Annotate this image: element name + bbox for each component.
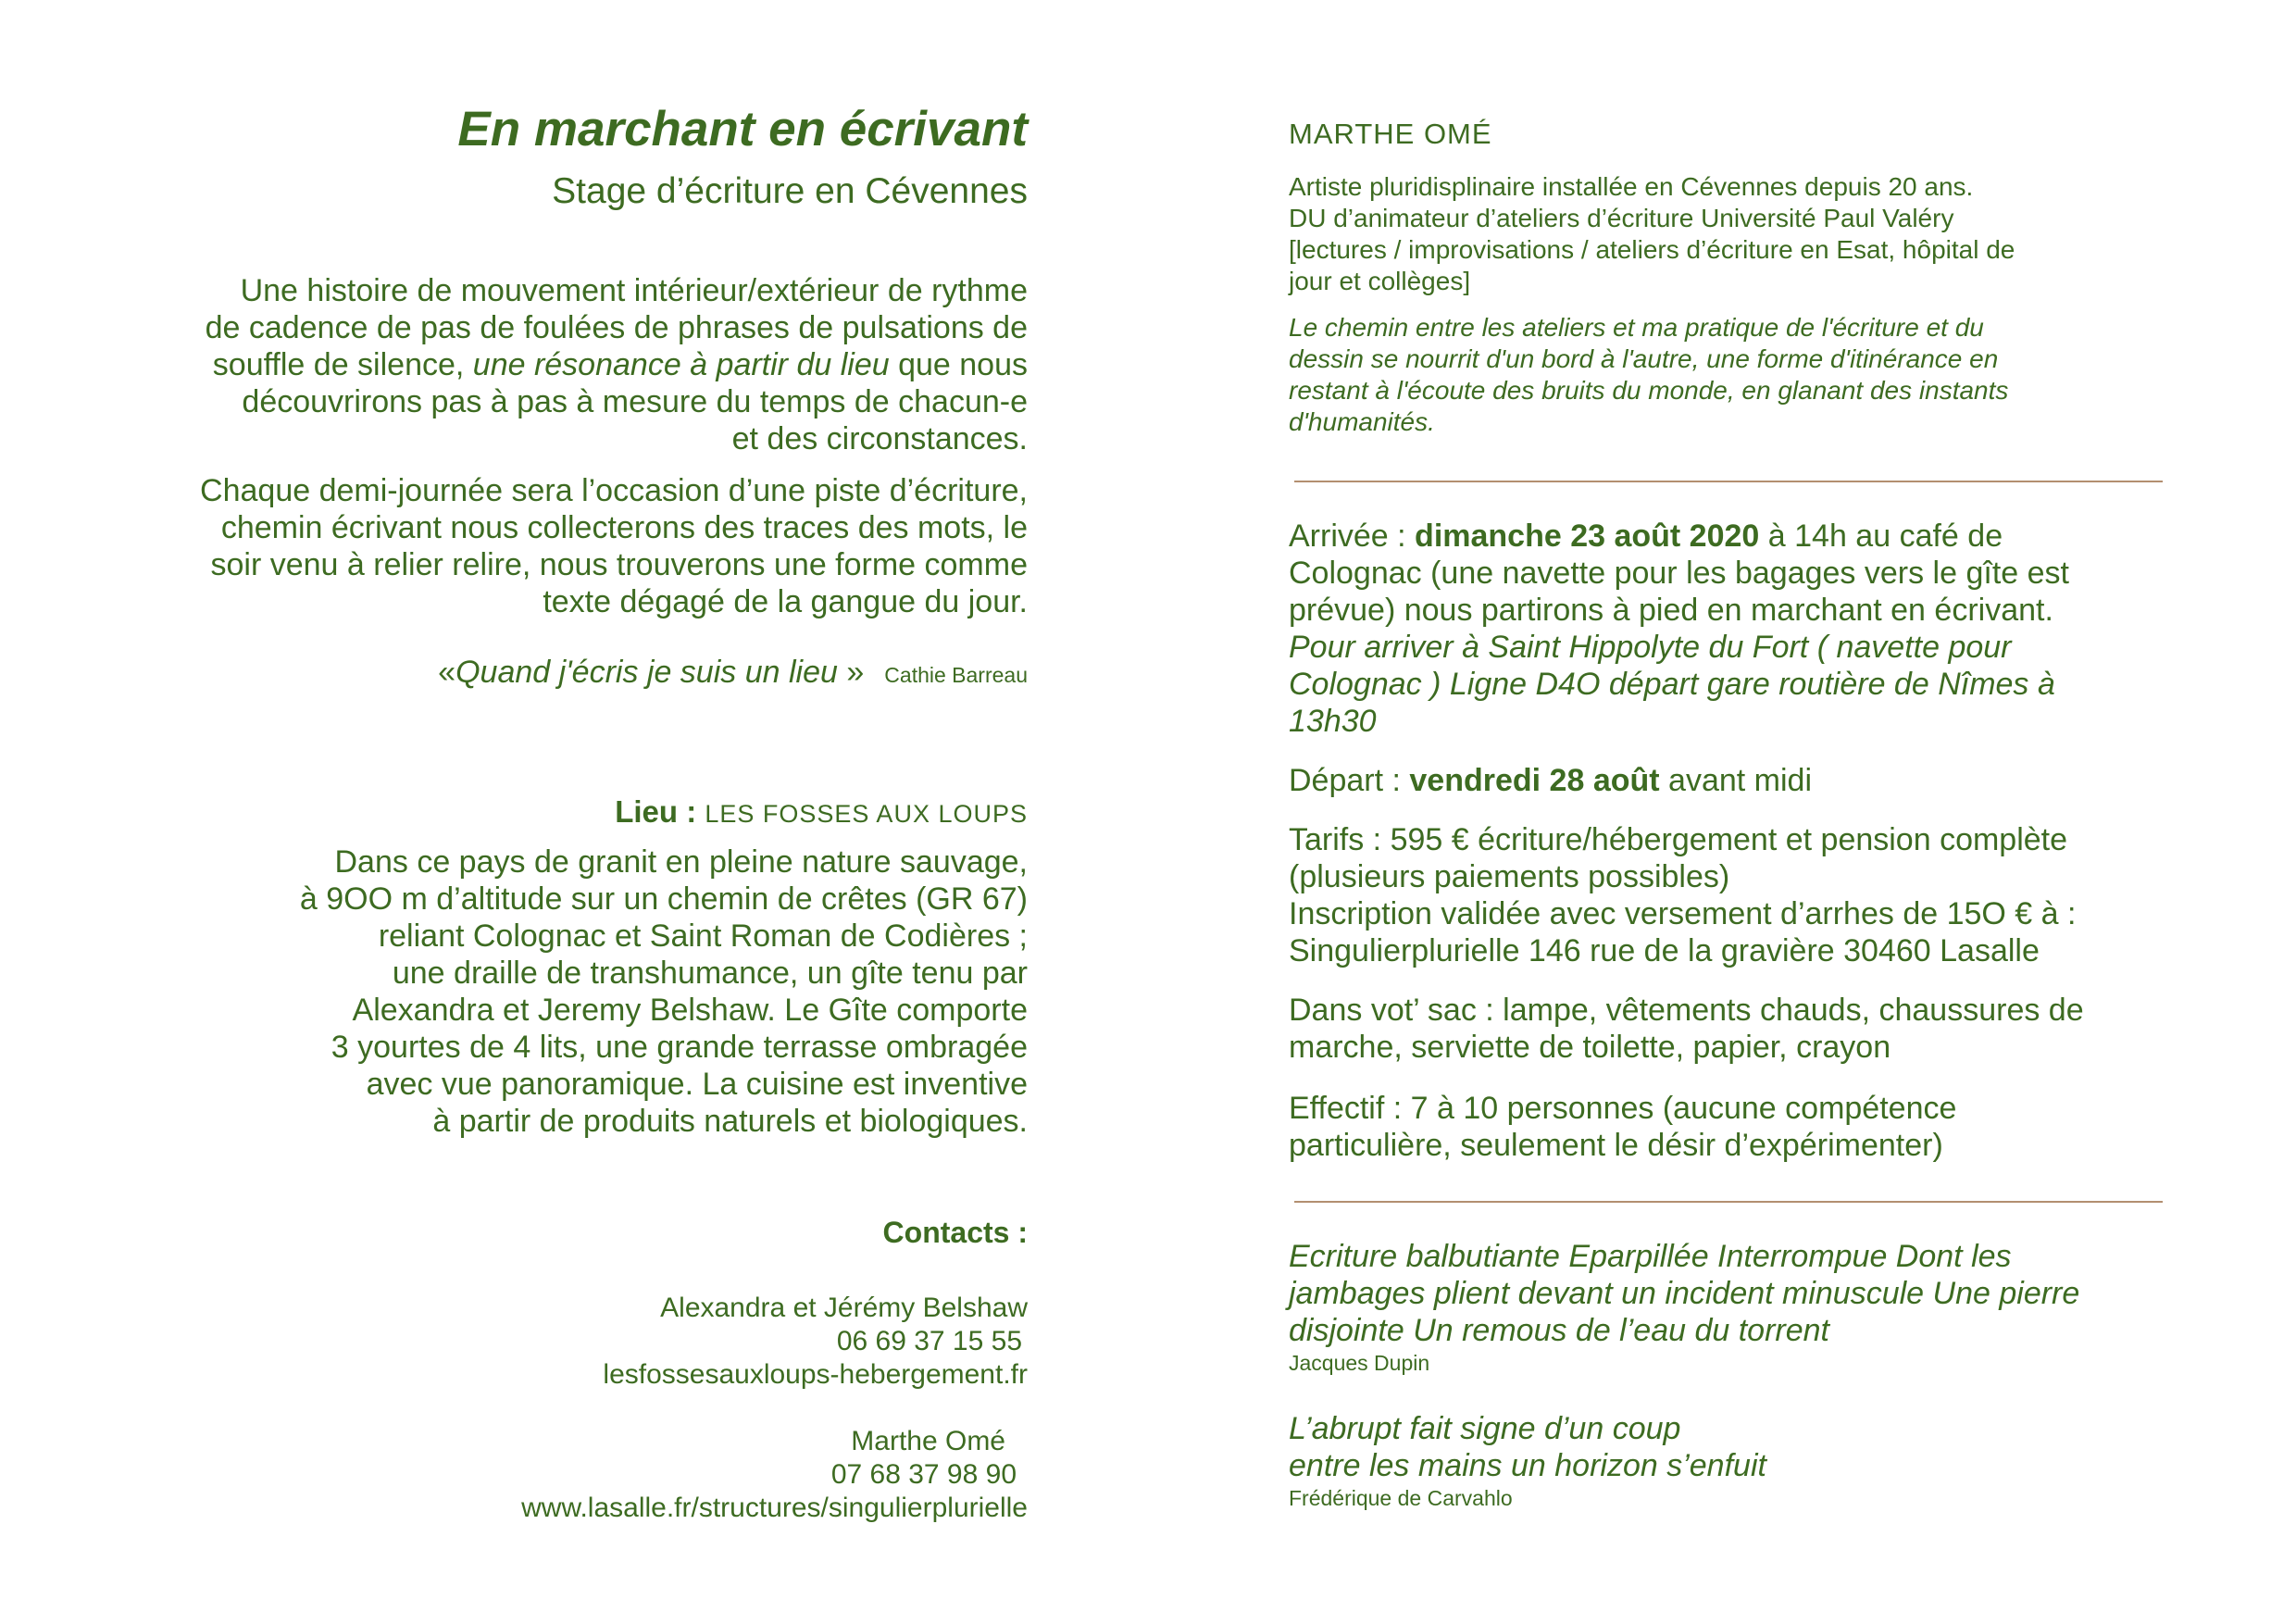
- text-line: Singulierplurielle 146 rue de la gravière 30460 Lasalle: [1289, 933, 2040, 968]
- text-line: découvrirons pas à pas à mesure du temps de chacun-e: [242, 384, 1028, 419]
- text-fragment: à 14h au café de: [1759, 518, 2003, 554]
- text-fragment: avant midi: [1659, 763, 1812, 798]
- quote-author: Cathie Barreau: [884, 663, 1028, 687]
- page-subtitle: Stage d’écriture en Cévennes: [552, 171, 1028, 211]
- contact-name: Alexandra et Jérémy Belshaw: [660, 1293, 1028, 1323]
- emphasis-text: une résonance à partir du lieu: [472, 347, 890, 382]
- quote-open-mark: «: [438, 655, 456, 690]
- text-line: Dans ce pays de granit en pleine nature sauvage,: [334, 844, 1028, 880]
- text-line: marche, serviette de toilette, papier, crayon: [1289, 1030, 1891, 1065]
- text-line: DU d’animateur d’ateliers d’écriture Université Paul Valéry: [1289, 204, 1954, 232]
- group-size-info: [1289, 1090, 2177, 1164]
- venue-description: [111, 843, 1028, 1140]
- poem-author: Frédérique de Carvahlo: [1289, 1486, 1513, 1510]
- text-line: Effectif : 7 à 10 personnes (aucune compétence: [1289, 1091, 1957, 1126]
- section-divider: [1294, 481, 2163, 482]
- contact-phone: 06 69 37 15 55: [836, 1326, 1022, 1356]
- text-line: Dans vot’ sac : lampe, vêtements chauds, chaussures de: [1289, 993, 2084, 1028]
- text-line: soir venu à relier relire, nous trouverons une forme comme: [210, 547, 1028, 582]
- arrival-date: dimanche 23 août 2020: [1415, 518, 1760, 554]
- poem-author: Jacques Dupin: [1289, 1351, 1430, 1375]
- facilitator-bio: [1289, 171, 2177, 297]
- text-line: Tarifs : 595 € écriture/hébergement et pension complète: [1289, 822, 2068, 857]
- quote-close-mark: »: [846, 655, 865, 690]
- text-line: dessin se nourrit d'un bord à l'autre, une forme d'itinérance en: [1289, 344, 1999, 373]
- text-line: une draille de transhumance, un gîte tenu par: [392, 956, 1028, 991]
- contact-phone: 07 68 37 98 90: [830, 1459, 1017, 1490]
- text-line: [1289, 518, 2177, 555]
- intro-paragraph-2: [111, 472, 1028, 620]
- text-line: Inscription validée avec versement d’arrhes de 15O € à :: [1289, 896, 2077, 931]
- text-line: Alexandra et Jeremy Belshaw. Le Gîte comporte: [352, 993, 1028, 1028]
- poem-line: jambages plient devant un incident minuscule Une pierre: [1289, 1276, 2080, 1311]
- left-column: [111, 100, 1028, 1525]
- text-line: particulière, seulement le désir d’expérimenter): [1289, 1128, 1943, 1163]
- text-fragment: souffle de silence,: [212, 347, 473, 382]
- departure-label: Départ :: [1289, 763, 1410, 798]
- text-fragment: que nous: [898, 347, 1028, 382]
- venue-name: LES FOSSES AUX LOUPS: [705, 800, 1028, 828]
- text-line: Une histoire de mouvement intérieur/extérieur de rythme: [240, 273, 1028, 308]
- epigraph-quote: [111, 654, 1028, 693]
- poem-excerpt-1: [1289, 1238, 2177, 1377]
- text-line: [111, 346, 1028, 383]
- poem-line: Ecriture balbutiante Eparpillée Interrompue Dont les: [1289, 1239, 2012, 1274]
- venue-label: Lieu :: [615, 794, 705, 829]
- text-line: Colognac ) Ligne D4O départ gare routière de Nîmes à: [1289, 667, 2055, 702]
- text-line: de cadence de pas de foulées de phrases de pulsations de: [205, 310, 1028, 345]
- packing-list: [1289, 992, 2177, 1066]
- text-line: à 9OO m d’altitude sur un chemin de crêtes (GR 67): [299, 881, 1028, 917]
- text-line: texte dégagé de la gangue du jour.: [543, 584, 1028, 619]
- contact-gite: [111, 1292, 1028, 1392]
- section-divider: [1294, 1201, 2163, 1203]
- text-line: 3 yourtes de 4 lits, une grande terrasse ombragée: [331, 1030, 1028, 1065]
- contacts-heading: Contacts :: [882, 1216, 1028, 1249]
- text-line: restant à l'écoute des bruits du monde, en glanant des instants: [1289, 376, 2009, 405]
- contact-website[interactable]: www.lasalle.fr/structures/singulierplurielle: [521, 1493, 1028, 1523]
- page-title: En marchant en écrivant: [457, 102, 1028, 156]
- departure-date: vendredi 28 août: [1409, 763, 1660, 798]
- text-line: chemin écrivant nous collecterons des traces des mots, le: [220, 510, 1028, 545]
- text-line: Pour arriver à Saint Hippolyte du Fort ( navette pour: [1289, 630, 2012, 665]
- text-line: d'humanités.: [1289, 407, 1435, 436]
- text-line: Colognac (une navette pour les bagages vers le gîte est: [1289, 556, 2069, 591]
- arrival-label: Arrivée :: [1289, 518, 1416, 554]
- text-line: (plusieurs paiements possibles): [1289, 859, 1730, 894]
- text-line: jour et collèges]: [1289, 267, 1471, 295]
- contact-website[interactable]: lesfossesauxloups-hebergement.fr: [603, 1359, 1028, 1390]
- pricing-info: [1289, 821, 2177, 969]
- contact-name: Marthe Omé: [851, 1426, 1005, 1456]
- contact-organizer: [111, 1425, 1028, 1525]
- intro-paragraph-1: [111, 272, 1028, 457]
- facilitator-name: MARTHE OMÉ: [1289, 118, 1492, 150]
- arrival-info: [1289, 518, 2177, 740]
- poem-line: entre les mains un horizon s’enfuit: [1289, 1448, 1766, 1483]
- text-line: 13h30: [1289, 704, 1377, 739]
- facilitator-statement: [1289, 312, 2177, 438]
- departure-info: [1289, 762, 2177, 799]
- text-line: Le chemin entre les ateliers et ma pratique de l'écriture et du: [1289, 313, 1984, 342]
- text-line: avec vue panoramique. La cuisine est inventive: [366, 1067, 1028, 1102]
- poem-line: L’abrupt fait signe d’un coup: [1289, 1411, 1681, 1446]
- text-line: [1289, 762, 2177, 799]
- text-line: et des circonstances.: [731, 421, 1028, 456]
- poem-excerpt-2: [1289, 1410, 2177, 1512]
- right-column: [1289, 116, 2177, 1512]
- text-line: à partir de produits naturels et biologiques.: [432, 1104, 1028, 1139]
- text-line: Chaque demi-journée sera l’occasion d’une piste d’écriture,: [200, 473, 1028, 508]
- text-line: Artiste pluridisplinaire installée en Cévennes depuis 20 ans.: [1289, 172, 1974, 201]
- text-line: prévue) nous partirons à pied en marchant en écrivant.: [1289, 593, 2053, 628]
- text-line: reliant Colognac et Saint Roman de Codières ;: [378, 918, 1028, 954]
- venue-heading: [111, 793, 1028, 832]
- poem-line: disjointe Un remous de l’eau du torrent: [1289, 1313, 1829, 1348]
- quote-text: Quand j'écris je suis un lieu: [455, 655, 838, 690]
- text-line: [lectures / improvisations / ateliers d’écriture en Esat, hôpital de: [1289, 235, 2015, 264]
